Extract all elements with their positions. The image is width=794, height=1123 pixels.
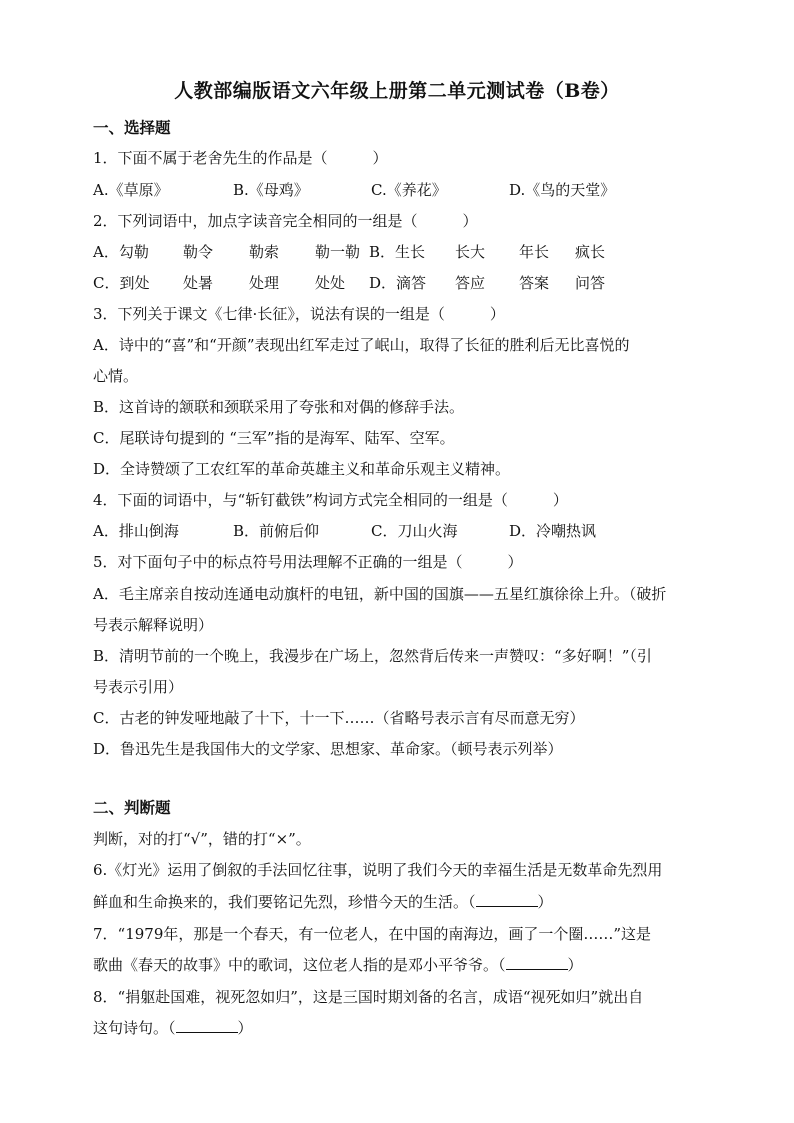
question-5-option-a-cont: 号表示解释说明） xyxy=(93,616,214,634)
word: 处暑 xyxy=(183,274,214,292)
word: 问答 xyxy=(575,274,606,292)
question-5-option-a: A．毛主席亲自按动连通电动旗杆的电钮，新中国的国旗——五星红旗徐徐上升。（破折 xyxy=(93,585,667,603)
word: 勒一勒 xyxy=(315,243,361,261)
close-paren: ） xyxy=(237,1019,253,1037)
question-7-line-2 xyxy=(93,955,705,975)
question-7-text: 歌曲《春天的故事》中的歌词，这位老人指的是邓小平爷爷。（ xyxy=(93,956,506,974)
section-heading-choice: 一、选择题 xyxy=(93,118,171,137)
question-2-stem: 2．下列词语中，加点字读音完全相同的一组是（ ） xyxy=(93,212,478,230)
question-8-line-2 xyxy=(93,1018,705,1038)
word: D．滴答 xyxy=(369,274,427,292)
question-8-line-1: 8．“捐躯赴国难，视死忽如归”，这是三国时期刘备的名言，成语“视死如归”就出自 xyxy=(93,988,644,1006)
question-3-stem: 3．下列关于课文《七律·长征》，说法有误的一组是（ ） xyxy=(93,305,505,323)
question-4-stem: 4．下面的词语中，与“斩钉截铁”构词方式完全相同的一组是（ ） xyxy=(93,491,568,509)
word: 答案 xyxy=(519,274,550,292)
word: 长大 xyxy=(455,243,486,261)
question-7-line-1: 7．“1979年，那是一个春天，有一位老人，在中国的南海边，画了一个圈……”这是 xyxy=(93,925,652,943)
question-6-line-2 xyxy=(93,892,705,912)
word: 疯长 xyxy=(575,243,606,261)
question-5-option-d: D．鲁迅先生是我国伟大的文学家、思想家、革命家。（顿号表示列举） xyxy=(93,740,563,758)
question-6-text: 鲜血和生命换来的，我们要铭记先烈，珍惜今天的生活。（ xyxy=(93,893,476,911)
option-d: D.《鸟的天堂》 xyxy=(509,181,616,199)
answer-blank[interactable] xyxy=(476,892,538,907)
page-title: 人教部编版语文六年级上册第二单元测试卷（B卷） xyxy=(174,80,620,102)
option-a: A.《草原》 xyxy=(93,181,169,199)
question-5-stem: 5．对下面句子中的标点符号用法理解不正确的一组是（ ） xyxy=(93,553,523,571)
word: C．到处 xyxy=(93,274,150,292)
option-c: C．刀山火海 xyxy=(371,522,458,540)
question-1-stem: 1．下面不属于老舍先生的作品是（ ） xyxy=(93,149,388,167)
option-d: D．冷嘲热讽 xyxy=(509,522,597,540)
option-b: B.《母鸡》 xyxy=(233,181,309,199)
word: 答应 xyxy=(455,274,486,292)
question-5-option-b-cont: 号表示引用） xyxy=(93,678,184,696)
section-heading-judgement: 二、判断题 xyxy=(93,798,171,817)
answer-blank[interactable] xyxy=(506,955,568,970)
question-3-option-b: B．这首诗的颔联和颈联采用了夸张和对偶的修辞手法。 xyxy=(93,398,465,416)
word: 勒索 xyxy=(249,243,280,261)
word: 处理 xyxy=(249,274,280,292)
question-5-option-b: B．清明节前的一个晚上，我漫步在广场上，忽然背后传来一声赞叹：“多好啊！”（引 xyxy=(93,647,652,665)
close-paren: ） xyxy=(537,893,553,911)
question-3-option-a: A．诗中的“喜”和“开颜”表现出红军走过了岷山，取得了长征的胜利后无比喜悦的 xyxy=(93,336,630,354)
word: 处处 xyxy=(315,274,346,292)
close-paren: ） xyxy=(567,956,583,974)
question-3-option-d: D．全诗赞颂了工农红军的革命英雄主义和革命乐观主义精神。 xyxy=(93,460,511,478)
word: A．勾勒 xyxy=(93,243,149,261)
word: 年长 xyxy=(519,243,550,261)
option-a: A．排山倒海 xyxy=(93,522,179,540)
option-c: C.《养花》 xyxy=(371,181,447,199)
word: 勒令 xyxy=(183,243,214,261)
question-3-option-c: C．尾联诗句提到的 “三军”指的是海军、陆军、空军。 xyxy=(93,429,455,447)
answer-blank[interactable] xyxy=(176,1018,238,1033)
question-8-text: 这句诗句。（ xyxy=(93,1019,176,1037)
option-b: B．前俯后仰 xyxy=(233,522,320,540)
question-5-option-c: C．古老的钟发哑地敲了十下，十一下……（省略号表示言有尽而意无穷） xyxy=(93,709,585,727)
judgement-instruction: 判断，对的打“√”，错的打“×”。 xyxy=(93,830,311,848)
question-3-option-a-cont: 心情。 xyxy=(93,367,139,385)
word: B．生长 xyxy=(369,243,426,261)
question-6-line-1: 6.《灯光》运用了倒叙的手法回忆往事，说明了我们今天的幸福生活是无数革命先烈用 xyxy=(93,861,663,879)
